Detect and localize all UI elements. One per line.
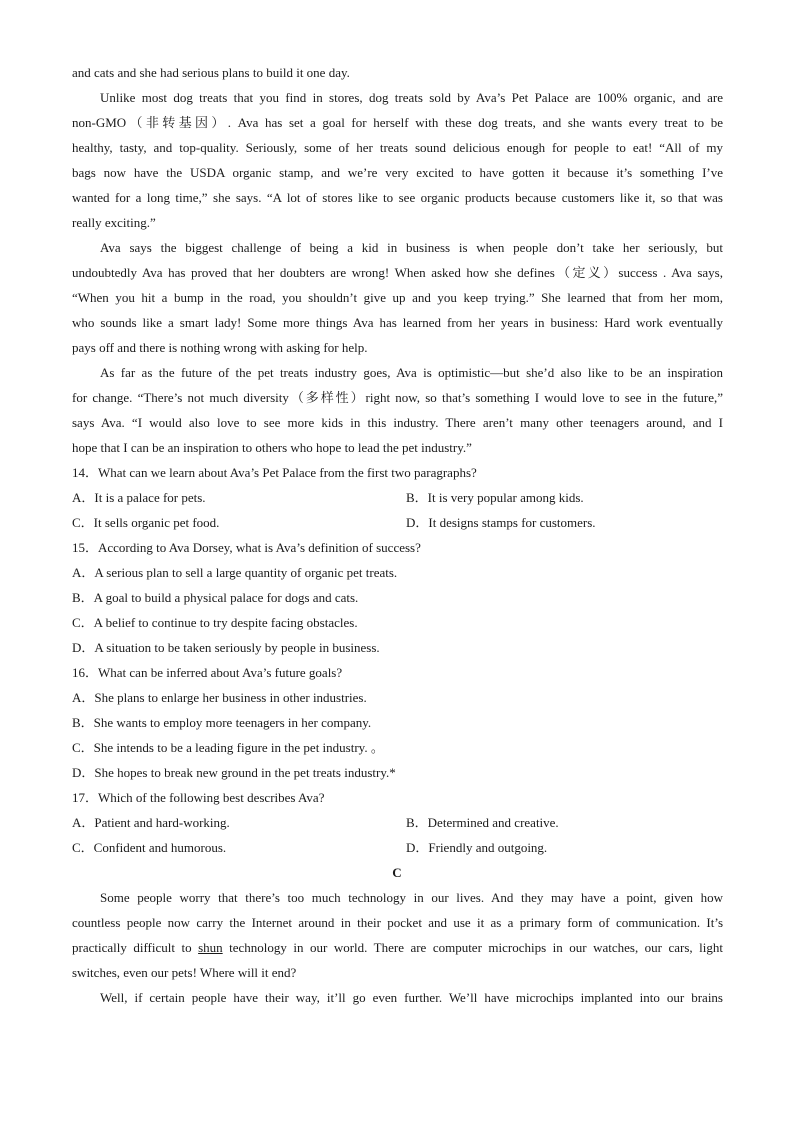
question-16-option-b[interactable]: B．She wants to employ more teenagers in her company.: [72, 715, 372, 730]
underlined-word-shun: shun: [198, 940, 223, 955]
passage-line: countless people now carry the Internet around in their pocket and use it as a primary form of communication. It’s: [72, 915, 723, 930]
question-15-option-a[interactable]: A．A serious plan to sell a large quantity of organic pet treats.: [72, 565, 398, 580]
passage-line: As far as the future of the pet treats industry goes, Ava is optimistic—but she’d also like to be an inspiration: [100, 365, 723, 380]
passage-text: practically difficult to: [72, 940, 199, 955]
passage-line: Well, if certain people have their way, it’ll go even further. We’ll have microchips implanted into our brains: [100, 990, 723, 1005]
passage-line: and cats and she had serious plans to build it one day.: [72, 65, 350, 80]
question-17-stem: 17．Which of the following best describes Ava?: [72, 790, 325, 805]
question-15-option-c[interactable]: C．A belief to continue to try despite facing obstacles.: [72, 615, 358, 630]
question-14-option-b[interactable]: B．It is very popular among kids.: [406, 490, 584, 505]
question-17-option-a[interactable]: A．Patient and hard-working.: [72, 815, 230, 830]
question-14-option-c[interactable]: C．It sells organic pet food.: [72, 515, 220, 530]
passage-line: for change. “There’s not much diversity（多样性）right now, so that’s something I would love to see in the future,”: [72, 390, 723, 405]
question-16-option-d[interactable]: D．She hopes to break new ground in the pet treats industry.*: [72, 765, 396, 780]
passage-line: bags now have the USDA organic stamp, and we’re very excited to have gotten it because it’s something I’ve: [72, 165, 723, 180]
question-16-stem: 16．What can be inferred about Ava’s future goals?: [72, 665, 343, 680]
passage-line: wanted for a long time,” she says. “A lot of stores like to see organic products because customers like it, so that was: [72, 190, 723, 205]
question-17-option-c[interactable]: C．Confident and humorous.: [72, 840, 227, 855]
passage-line: Some people worry that there’s too much technology in our lives. And they may have a point, given how: [100, 890, 723, 905]
section-heading: C: [392, 865, 402, 880]
passage-text: technology in our world. There are computer microchips in our watches, our cars, light: [222, 940, 724, 955]
passage-line: [72, 939, 723, 957]
passage-line: who sounds like a smart lady! Some more things Ava has learned from her years in business: Hard work eventually: [72, 315, 723, 330]
question-17-option-b[interactable]: B．Determined and creative.: [406, 815, 559, 830]
passage-line: undoubtedly Ava has proved that her doubters are wrong! When asked how she defines（定义）success . Ava says,: [72, 265, 723, 280]
question-15-stem: 15．According to Ava Dorsey, what is Ava’s definition of success?: [72, 540, 421, 555]
passage-line: switches, even our pets! Where will it end?: [72, 965, 297, 980]
question-15-option-d[interactable]: D．A situation to be taken seriously by people in business.: [72, 640, 380, 655]
passage-line: healthy, tasty, and top-quality. Seriously, some of her treats sound delicious enough for people to eat! “All of my: [72, 140, 723, 155]
question-16-option-c[interactable]: C．She intends to be a leading figure in the pet industry. 。: [72, 740, 384, 755]
question-14-stem: 14．What can we learn about Ava’s Pet Palace from the first two paragraphs?: [72, 465, 477, 480]
passage-line: non-GMO（非转基因）. Ava has set a goal for herself with these dog treats, and she wants every treat to be: [72, 115, 723, 130]
passage-line: hope that I can be an inspiration to others who hope to lead the pet industry.”: [72, 440, 472, 455]
question-17-option-d[interactable]: D．Friendly and outgoing.: [406, 840, 548, 855]
question-14-option-d[interactable]: D．It designs stamps for customers.: [406, 515, 596, 530]
passage-line: Unlike most dog treats that you find in stores, dog treats sold by Ava’s Pet Palace are 100% organic, and are: [100, 90, 723, 105]
passage-line: “When you hit a bump in the road, you shouldn’t give up and you keep trying.” She learned that from her mom,: [72, 290, 723, 305]
passage-line: Ava says the biggest challenge of being a kid in business is when people don’t take her seriously, but: [100, 240, 723, 255]
question-14-option-a[interactable]: A．It is a palace for pets.: [72, 490, 206, 505]
passage-line: pays off and there is nothing wrong with asking for help.: [72, 340, 368, 355]
question-15-option-b[interactable]: B．A goal to build a physical palace for dogs and cats.: [72, 590, 359, 605]
question-16-option-a[interactable]: A．She plans to enlarge her business in other industries.: [72, 690, 367, 705]
passage-line: says Ava. “I would also love to see more kids in this industry. There aren’t many other teenagers around, and I: [72, 415, 723, 430]
passage-line: really exciting.”: [72, 215, 156, 230]
